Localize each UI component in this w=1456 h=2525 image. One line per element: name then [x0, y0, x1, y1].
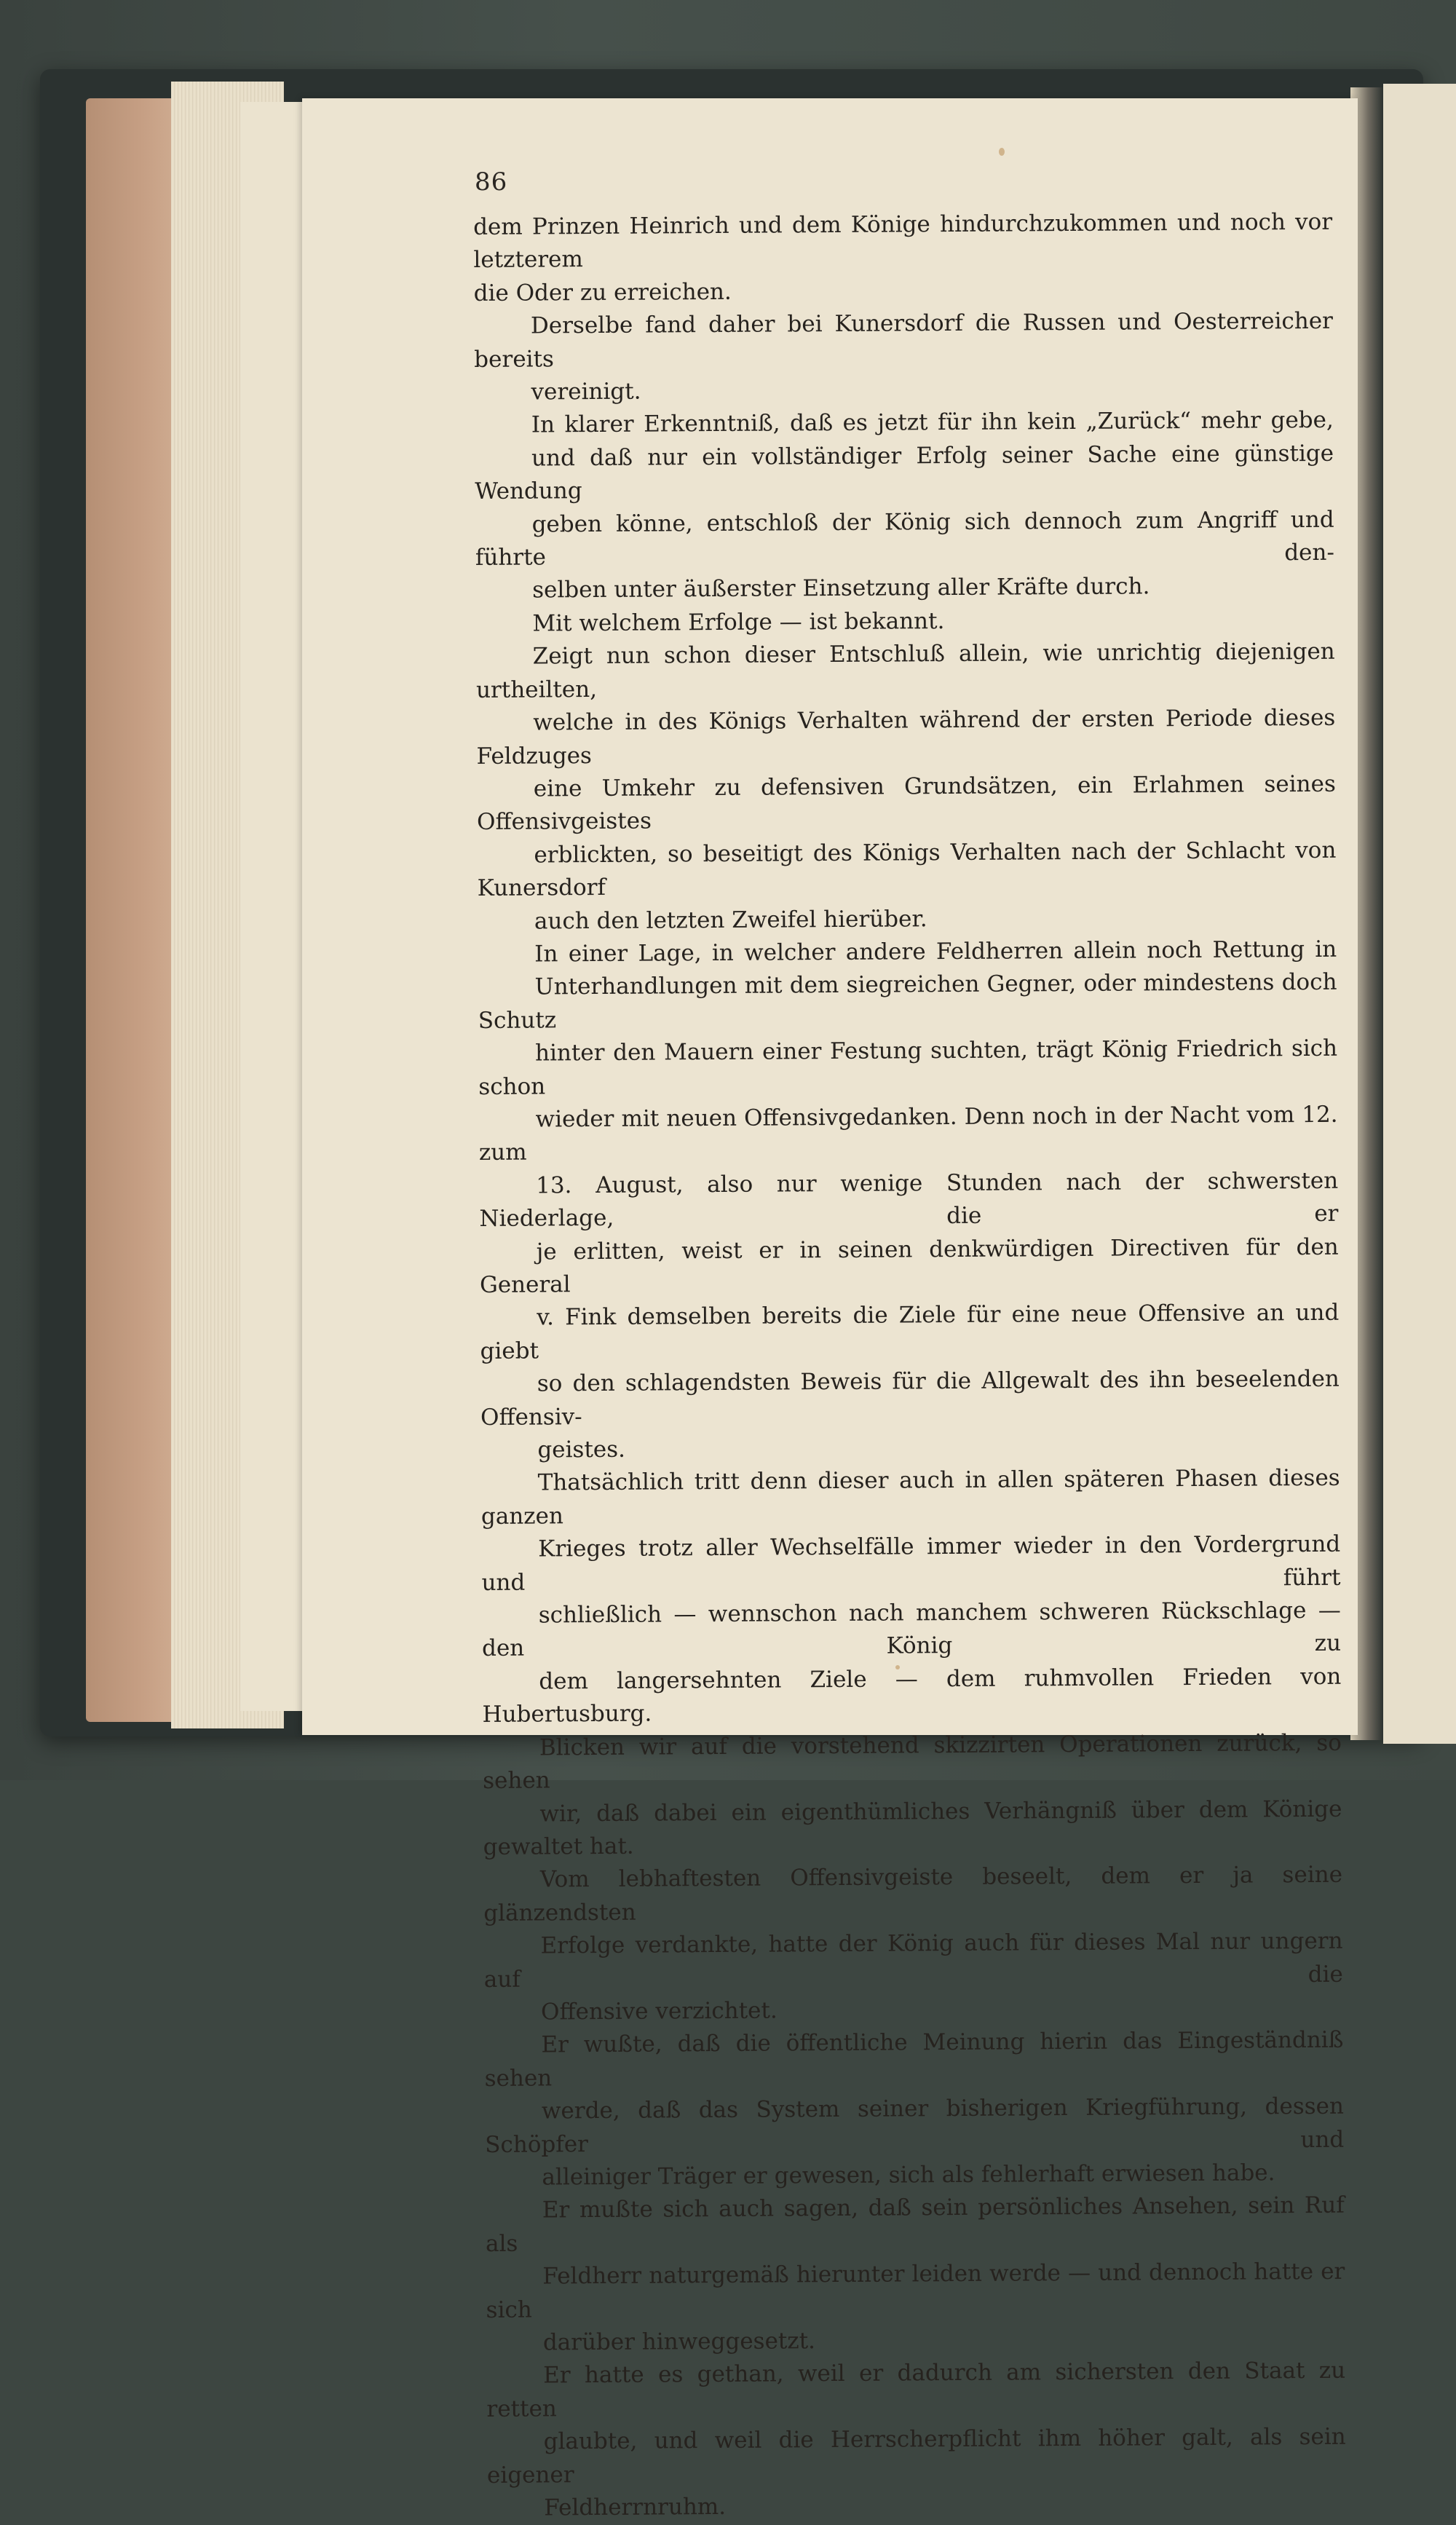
text-line: welche in des Königs Verhalten während der ersten Periode dieses Feldzuges: [476, 704, 1336, 770]
text-line: Erfolge verdankte, hatte der König auch für dieses Mal nur ungern auf die: [483, 1927, 1343, 1993]
facing-page: [1383, 84, 1456, 1744]
text-line: Thatsächlich tritt denn dieser auch in allen späteren Phasen dieses ganzen: [480, 1465, 1340, 1530]
text-line: alleiniger Träger er gewesen, sich als fehlerhaft erwiesen habe.: [542, 2160, 1275, 2191]
text-line: auch den letzten Zweifel hierüber.: [534, 905, 927, 935]
paragraph: [486, 2355, 1346, 2525]
text-line: geben könne, entschloß der König sich dennoch zum Angriff und führte den-: [475, 506, 1334, 572]
paper-speck: [999, 148, 1005, 156]
page-number: 86: [475, 167, 508, 197]
paragraph: [478, 933, 1340, 1468]
text-line: hinter den Mauern einer Festung suchten, trägt König Friedrich sich schon: [478, 1035, 1338, 1100]
paragraph: [483, 1859, 1343, 2029]
paragraph: [475, 603, 1334, 641]
text-line: werde, daß das System seiner bisherigen Kriegführung, dessen Schöpfer und: [485, 2093, 1345, 2158]
text-line: wieder mit neuen Offensivgedanken. Denn noch in der Nacht vom 12. zum: [478, 1101, 1338, 1166]
paragraph: [476, 636, 1337, 939]
text-line: vereinigt.: [531, 378, 641, 406]
text-line: In klarer Erkenntniß, daß es jetzt für ihn kein „Zurück“ mehr gebe,: [531, 407, 1334, 438]
text-line: glaubte, und weil die Herrscherpflicht ihm höher galt, als sein eigener: [486, 2423, 1346, 2489]
text-line: In einer Lage, in welcher andere Feldherren allein noch Rettung in: [534, 936, 1337, 968]
text-line: je erlitten, weist er in seinen denkwürdigen Directiven für den General: [479, 1233, 1339, 1298]
text-line: so den schlagendsten Beweis für die Allgewalt des ihn beseelenden Offensiv-: [480, 1365, 1340, 1431]
text-line: Er hatte es gethan, weil er dadurch am sichersten den Staat zu retten: [486, 2358, 1346, 2422]
text-line: erblickten, so beseitigt des Königs Verhalten nach der Schlacht von Kunersdorf: [477, 837, 1337, 902]
text-line: darüber hinweggesetzt.: [542, 2328, 816, 2356]
text-line: Feldherr naturgemäß hierunter leiden werde — und dennoch hatte er sich: [486, 2258, 1345, 2323]
text-line: geistes.: [537, 1436, 626, 1463]
paragraph: [484, 2024, 1344, 2194]
text-line: Krieges trotz aller Wechselfälle immer wieder in den Vordergrund und führt: [481, 1531, 1341, 1596]
paragraph: [483, 1726, 1342, 1864]
paragraph: [473, 206, 1333, 310]
page-body-text: [473, 206, 1346, 2525]
paragraph: [475, 404, 1335, 608]
text-line: Feldherrnruhm.: [544, 2493, 727, 2521]
text-line: Er mußte sich auch sagen, daß sein persönliches Ansehen, sein Ruf als: [485, 2192, 1345, 2257]
text-line: 13. August, also nur wenige Stunden nach der schwersten Niederlage, die er: [479, 1167, 1339, 1233]
paragraph: [474, 305, 1334, 409]
text-line: schließlich — wennschon nach manchem schweren Rückschlage — den König zu: [481, 1597, 1342, 1662]
text-line: Unterhandlungen mit dem siegreichen Gegner, oder mindestens doch Schutz: [478, 969, 1337, 1034]
paragraph: [486, 2189, 1345, 2360]
text-line: Offensive verzichtet.: [541, 1997, 778, 2026]
text-line: dem langersehnten Ziele — dem ruhmvollen Frieden von Hubertusburg.: [482, 1663, 1342, 1728]
text-line: Derselbe fand daher bei Kunersdorf die Russen und Oesterreicher bereits: [474, 308, 1334, 373]
text-line: Mit welchem Erfolge — ist bekannt.: [532, 607, 945, 637]
text-line: und daß nur ein vollständiger Erfolg seiner Sache eine günstige Wendung: [475, 440, 1334, 505]
text-line: die Oder zu erreichen.: [473, 278, 732, 307]
text-line: Zeigt nun schon dieser Entschluß allein, wie unrichtig diejenigen urtheilten,: [475, 639, 1335, 703]
text-line: Blicken wir auf die vorstehend skizzirten Operationen zurück, so sehen: [483, 1729, 1342, 1795]
text-line: selben unter äußerster Einsetzung aller Kräfte durch.: [532, 573, 1150, 604]
text-line: dem Prinzen Heinrich und dem Könige hindurchzukommen und noch vor letzterem: [473, 208, 1333, 274]
text-line: Er wußte, daß die öffentliche Meinung hierin das Eingeständniß sehen: [484, 2027, 1344, 2092]
text-line: eine Umkehr zu defensiven Grundsätzen, ein Erlahmen seines Offensivgeistes: [477, 770, 1336, 836]
text-line: v. Fink demselben bereits die Ziele für eine neue Offensive an und giebt: [480, 1300, 1340, 1364]
text-line: Vom lebhaftesten Offensivgeiste beseelt, dem er ja seine glänzendsten: [483, 1862, 1343, 1927]
text-line: wir, daß dabei ein eigenthümliches Verhängniß über dem Könige gewaltet hat.: [483, 1795, 1342, 1860]
paragraph: [481, 1462, 1342, 1731]
